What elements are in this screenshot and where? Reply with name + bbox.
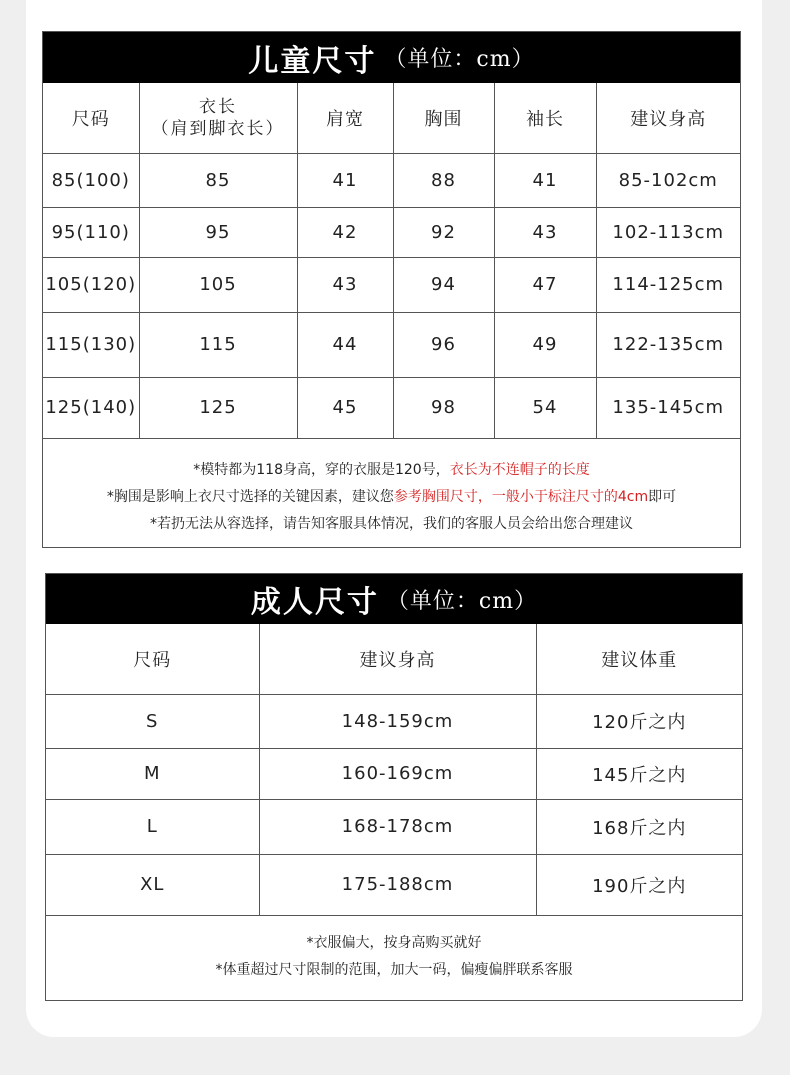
length-cell: 115 [139,312,297,377]
kids-note-highlight: 衣长为不连帽子的长度 [449,461,590,478]
kids-note-text: 即可 [648,488,677,505]
table-row [43,153,740,207]
kids-header-sleeve: 袖长 [494,83,596,153]
length-cell: 125 [139,377,297,438]
size-cell: 115(130) [43,312,139,377]
kids-header-length-label: 衣长 [199,96,237,117]
sleeve-cell: 43 [494,207,596,257]
weight-cell: 190斤之内 [536,854,742,915]
kids-title-bar [43,32,740,83]
adult-title-bar [46,574,742,624]
weight-cell: 168斤之内 [536,799,742,854]
chest-cell: 96 [393,312,494,377]
size-cell: 125(140) [43,377,139,438]
table-row [46,799,742,854]
length-cell: 105 [139,257,297,312]
sleeve-cell: 41 [494,153,596,207]
adult-size-section [45,573,743,1001]
table-row [43,257,740,312]
height-cell: 160-169cm [259,748,536,799]
shoulder-cell: 42 [297,207,393,257]
table-row [43,207,740,257]
adult-note-line: *体重超过尺寸限制的范围，加大一码，偏瘦偏胖联系客服 [215,961,573,978]
chest-cell: 92 [393,207,494,257]
length-cell: 85 [139,153,297,207]
size-cell: 95(110) [43,207,139,257]
size-cell: S [46,694,259,748]
weight-cell: 120斤之内 [536,694,742,748]
table-row [46,854,742,915]
weight-cell: 145斤之内 [536,748,742,799]
kids-header-length [139,83,297,153]
adult-header-size: 尺码 [46,624,259,694]
sleeve-cell: 49 [494,312,596,377]
kids-size-table [43,83,740,439]
kids-note-highlight: 参考胸围尺寸，一般小于标注尺寸的4cm [393,488,649,505]
shoulder-cell: 43 [297,257,393,312]
kids-size-section [42,31,741,548]
height-cell: 85-102cm [596,153,740,207]
kids-unit: （单位：cm） [384,47,535,72]
kids-notes [43,439,740,538]
shoulder-cell: 41 [297,153,393,207]
adult-size-table [46,624,742,916]
adult-unit: （单位：cm） [386,588,538,614]
sleeve-cell: 47 [494,257,596,312]
table-row [43,377,740,438]
chest-cell: 94 [393,257,494,312]
adult-header-height: 建议身高 [259,624,536,694]
size-cell: M [46,748,259,799]
size-cell: L [46,799,259,854]
kids-note-line [43,484,740,511]
chest-cell: 98 [393,377,494,438]
shoulder-cell: 45 [297,377,393,438]
length-cell: 95 [139,207,297,257]
shoulder-cell: 44 [297,312,393,377]
kids-note-line [43,511,740,538]
height-cell: 168-178cm [259,799,536,854]
size-cell: XL [46,854,259,915]
height-cell: 175-188cm [259,854,536,915]
adult-note-line: *衣服偏大，按身高购买就好 [306,934,482,951]
kids-note-text: *若扔无法从容选择，请告知客服具体情况，我们的客服人员会给出您合理建议 [150,515,633,532]
kids-title: 儿童尺寸 [248,43,377,79]
adult-title: 成人尺寸 [250,585,379,620]
kids-header-shoulder: 肩宽 [297,83,393,153]
height-cell: 122-135cm [596,312,740,377]
height-cell: 102-113cm [596,207,740,257]
chest-cell: 88 [393,153,494,207]
table-row [43,312,740,377]
kids-note-text: *胸围是影响上衣尺寸选择的关键因素，建议您 [106,488,394,505]
kids-note-text: *模特都为118身高，穿的衣服是120号， [193,461,450,478]
kids-header-height: 建议身高 [596,83,740,153]
height-cell: 148-159cm [259,694,536,748]
kids-header-size: 尺码 [43,83,139,153]
height-cell: 114-125cm [596,257,740,312]
adult-header-weight: 建议体重 [536,624,742,694]
adult-notes [46,916,742,984]
kids-note-line [43,457,740,484]
table-row [46,748,742,799]
table-row [46,694,742,748]
size-cell: 105(120) [43,257,139,312]
sleeve-cell: 54 [494,377,596,438]
kids-header-chest: 胸围 [393,83,494,153]
kids-header-length-note: （肩到脚衣长） [151,118,285,139]
adult-header-row [46,624,742,694]
size-cell: 85(100) [43,153,139,207]
height-cell: 135-145cm [596,377,740,438]
kids-header-row [43,83,740,153]
